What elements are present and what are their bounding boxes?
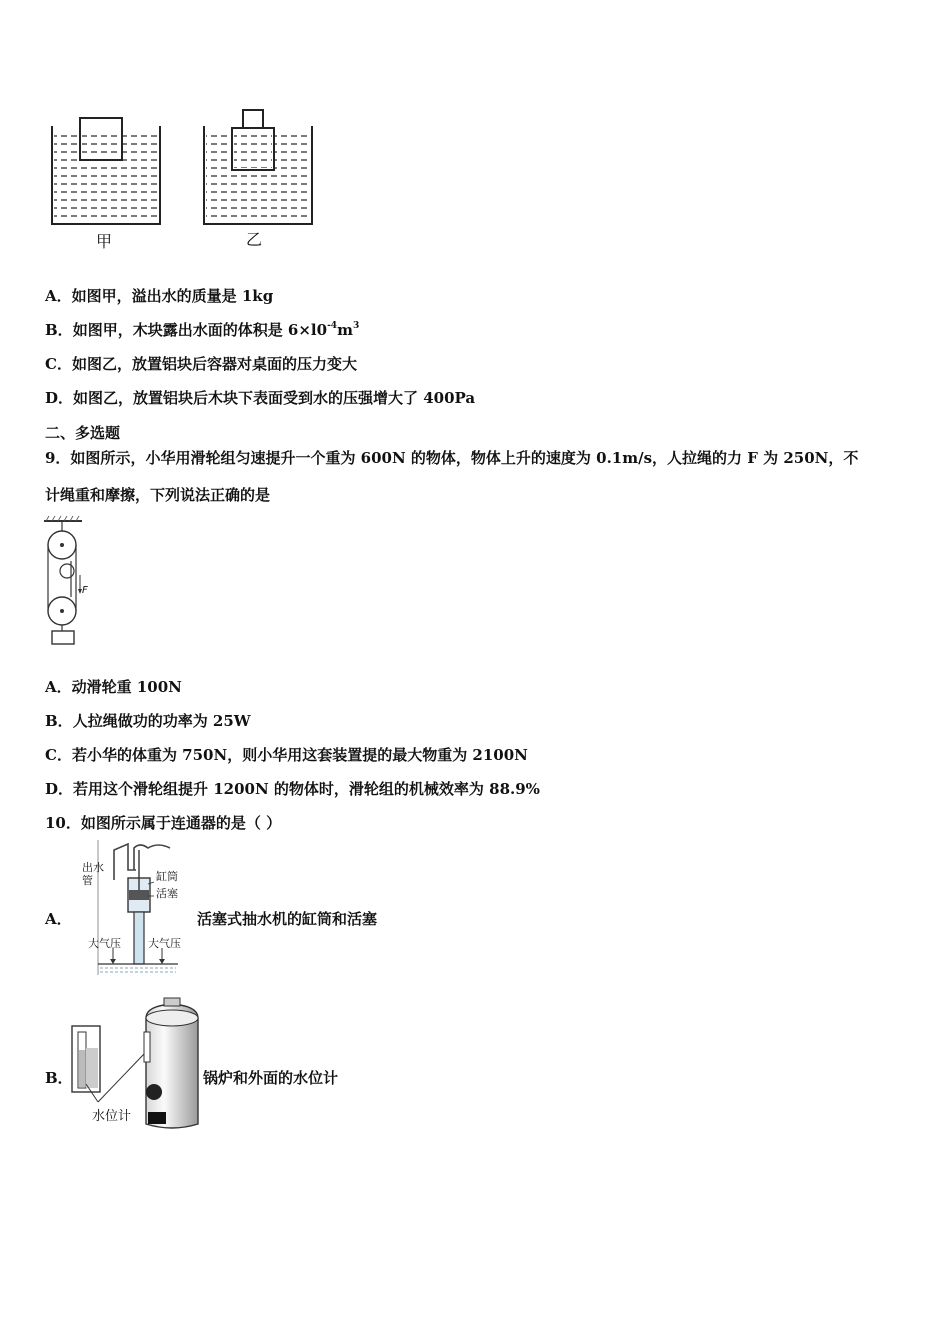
label-atm-right: 大气压	[148, 937, 181, 950]
q10-option-b-letter: B．	[45, 1069, 73, 1087]
force-label: F	[82, 585, 88, 596]
aluminum-block	[243, 110, 263, 128]
figure-boiler	[68, 992, 203, 1137]
figure-containers	[40, 100, 330, 260]
label-atm-left: 大气压	[88, 937, 121, 950]
q10-option-a-text: 活塞式抽水机的缸筒和活塞	[197, 910, 378, 928]
q10-stem: 10．如图所示属于连通器的是（ ）	[45, 814, 282, 832]
q9-option-c: C．若小华的体重为 750N，则小华用这套装置提的最大物重为 2100N	[45, 746, 528, 764]
q9-stem-line1: 9．如图所示，小华用滑轮组匀速提升一个重为 600N 的物体，物体上升的速度为 0.1m/s，人拉绳的力 F 为 250N，不	[45, 449, 859, 467]
section-heading: 二、多选题	[45, 424, 121, 442]
label-jia: 甲	[96, 232, 113, 251]
label-yi: 乙	[246, 230, 263, 249]
label-outlet: 出水	[82, 861, 104, 874]
q8-option-b: B．如图甲，木块露出水面的体积是 $6\times l0^{-4}m^3$	[45, 321, 360, 339]
label-piston: 活塞	[156, 887, 178, 900]
piston	[129, 890, 149, 900]
figure-pulley	[40, 515, 100, 647]
load-object	[52, 631, 74, 644]
container-jia	[52, 118, 160, 224]
q9-option-b: B．人拉绳做功的功率为 25W	[45, 712, 251, 730]
q10-option-b-text: 锅炉和外面的水位计	[203, 1069, 339, 1087]
label-cylinder: 缸筒	[156, 870, 178, 883]
label-outlet-2: 管	[82, 874, 93, 887]
q9-stem-line2: 计绳重和摩擦，下列说法正确的是	[45, 486, 271, 504]
label-water-gauge: 水位计	[92, 1109, 132, 1124]
q8-option-a: A．如图甲，溢出水的质量是 1kg	[45, 287, 274, 305]
q9-option-a: A．动滑轮重 100N	[45, 678, 182, 696]
q10-option-a-letter: A．	[45, 910, 72, 928]
q8-option-d: D．如图乙，放置铝块后木块下表面受到水的压强增大了 400Pa	[45, 389, 476, 407]
q9-option-d: D．若用这个滑轮组提升 1200N 的物体时，滑轮组的机械效率为 88.9%	[45, 780, 540, 798]
container-yi	[204, 110, 312, 224]
q8-option-c: C．如图乙，放置铝块后容器对桌面的压力变大	[45, 355, 357, 373]
